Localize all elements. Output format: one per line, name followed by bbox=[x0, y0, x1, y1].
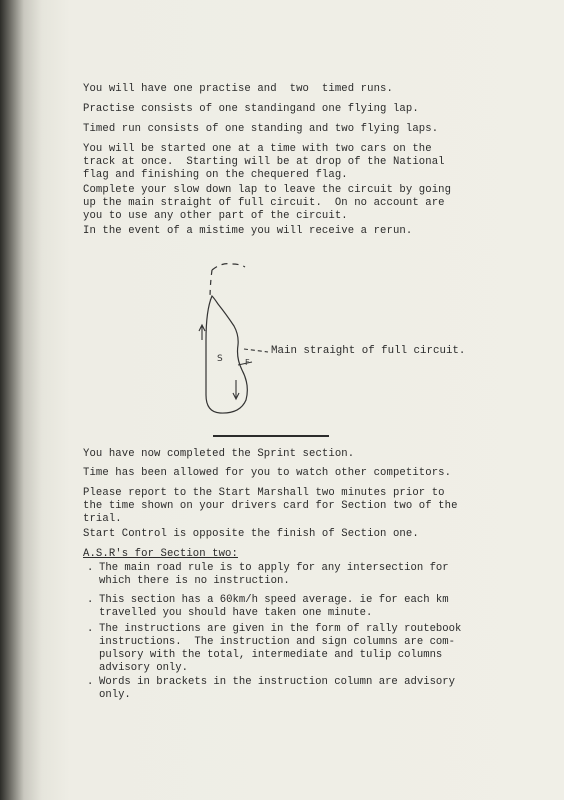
section-divider bbox=[213, 435, 329, 437]
bullet-mark: . bbox=[87, 562, 94, 574]
document-page: You will have one practise and two timed runs. Practise consists of one standingand one flying lap. Timed run consists of one standing and two flying laps. You will be started one at a time with two cars on the track at once. Starting will be at drop of the National flag and finishing on the chequered flag. Complete your slow down lap to leave the circuit by going up the main straight of full circuit. On no account are you to use any other part of the circuit. In the event of a mistime you will receive a rerun. S F Main straight of full circuit. You have now completed the Sprint section. Time has been allowed for you to watch other competitors. Please report to the Start Marshall two minutes prior to the time shown on your drivers card for Section two of the trial. Start Control is opposite the finish of Section one. A.S.R's for Section two: . The main road rule is to apply for any intersection for which there is no instruction. . This section has a 60km/h speed average. ie for each km travelled you should have taken one minute. . The instructions are given in the form of rally routebook instructions. The instruction and sign columns are com- pulsory with the total, intermediate and tulip columns advisory only. . Words in brackets in the instruction column are advisory only. bbox=[0, 0, 564, 800]
bullet-mark: . bbox=[87, 676, 94, 688]
paragraph-report: Please report to the Start Marshall two minutes prior to the time shown on your drivers card for Section two of the trial. bbox=[83, 487, 458, 525]
paragraph-mistime: In the event of a mistime you will receive a rerun. bbox=[83, 225, 413, 237]
bullet-mark: . bbox=[87, 594, 94, 606]
finish-mark: F bbox=[245, 358, 250, 367]
asr-heading: A.S.R's for Section two: bbox=[83, 548, 238, 560]
bullet-mark: . bbox=[87, 623, 94, 635]
main-straight-label: Main straight of full circuit. bbox=[271, 345, 466, 357]
paragraph-watch: Time has been allowed for you to watch other competitors. bbox=[83, 467, 452, 479]
paragraph-practise: Practise consists of one standingand one flying lap. bbox=[83, 103, 419, 115]
paragraph-slow-down: Complete your slow down lap to leave the circuit by going up the main straight of full circuit. On no account are you to use any other part of the circuit. bbox=[83, 184, 452, 222]
paragraph-start-control: Start Control is opposite the finish of Section one. bbox=[83, 528, 419, 540]
paragraph-runs: You will have one practise and two timed runs. bbox=[83, 83, 393, 95]
paragraph-completed: You have now completed the Sprint section. bbox=[83, 448, 355, 460]
start-mark: S bbox=[217, 354, 223, 364]
paragraph-start: You will be started one at a time with two cars on the track at once. Starting will be at drop of the National flag and finishing on the chequered flag. bbox=[83, 143, 445, 181]
paragraph-timed-run: Timed run consists of one standing and two flying laps. bbox=[83, 123, 439, 135]
